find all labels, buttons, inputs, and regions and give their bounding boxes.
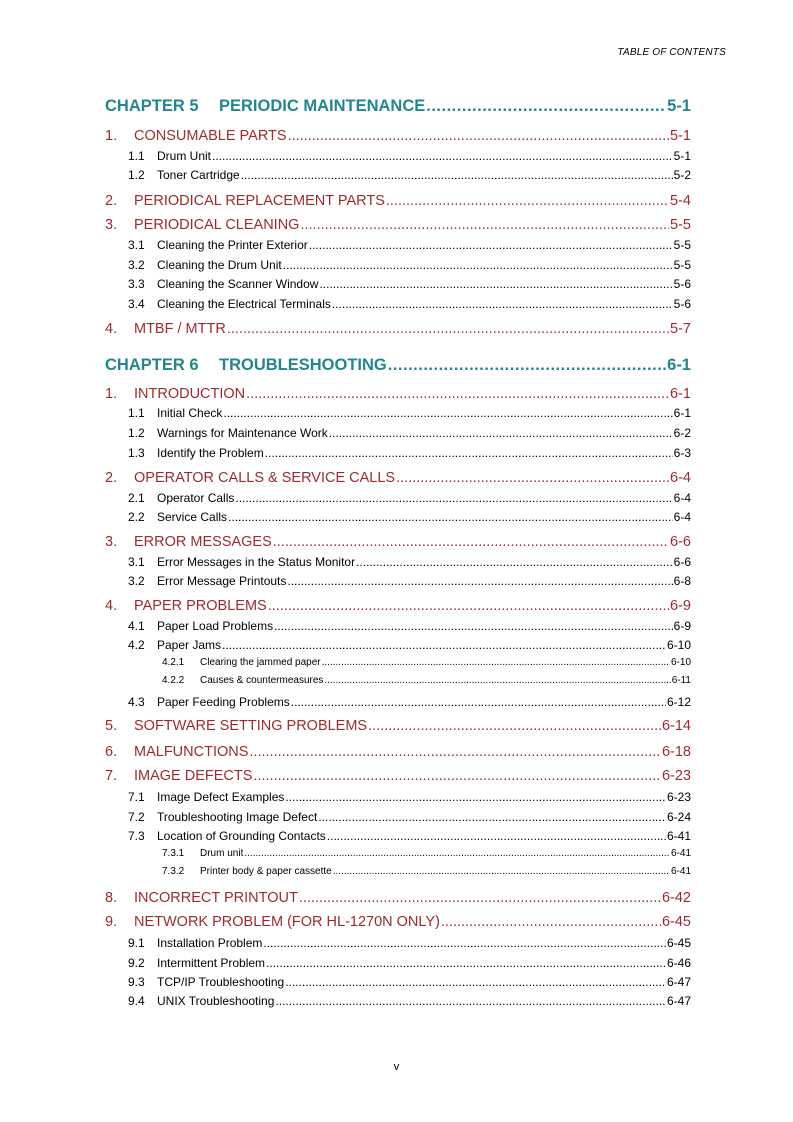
toc-dot-leader — [212, 149, 673, 163]
toc-entry-number: 3.2 — [128, 574, 145, 588]
toc-entry-page: 6-47 — [666, 994, 691, 1008]
toc-entry-number: 1. — [105, 128, 118, 144]
toc-entry-page: 6-1 — [673, 406, 691, 420]
toc-entry-number: 7.3 — [128, 829, 145, 843]
toc-dot-leader — [235, 491, 672, 505]
toc-entry-number: 3.3 — [128, 277, 145, 291]
toc-entry-number: 2.1 — [128, 491, 145, 505]
toc-entry-page: 6-4 — [670, 470, 691, 486]
toc-dot-leader — [222, 638, 666, 652]
toc-entry-number: 1.1 — [128, 149, 145, 163]
toc-entry-title: Causes & countermeasures — [200, 675, 324, 686]
toc-subsection — [105, 491, 691, 505]
toc-subsection — [105, 555, 691, 569]
toc-dot-leader — [285, 975, 666, 989]
toc-dot-leader — [356, 555, 673, 569]
toc-dot-leader — [368, 718, 661, 735]
toc-entry-title: Initial Check — [157, 406, 223, 420]
toc-entry-title: Cleaning the Drum Unit — [157, 258, 282, 272]
toc-dot-leader — [285, 790, 666, 804]
toc-subsection — [105, 510, 691, 524]
toc-entry-title: Error Messages in the Status Monitor — [157, 555, 356, 569]
toc-entry-title: TROUBLESHOOTING — [219, 356, 387, 374]
toc-entry-title: Identify the Problem — [157, 446, 264, 460]
toc-entry-number: CHAPTER 6 — [105, 356, 199, 374]
toc-entry-number: 7.1 — [128, 790, 145, 804]
toc-section — [105, 914, 691, 931]
toc-dot-leader — [249, 744, 661, 761]
toc-entry-number: 3.1 — [128, 555, 145, 569]
toc-entry-page: 6-24 — [666, 810, 691, 824]
toc-dot-leader — [223, 406, 672, 420]
toc-entry-title: Operator Calls — [157, 491, 235, 505]
toc-entry-title: Warnings for Maintenance Work — [157, 426, 328, 440]
toc-dot-leader — [266, 956, 666, 970]
toc-entry-page: 6-12 — [666, 695, 691, 709]
toc-entry-page: 6-47 — [666, 975, 691, 989]
toc-entry-number: 4. — [105, 321, 118, 337]
toc-entry-page: 6-45 — [666, 936, 691, 950]
toc-entry-title: MTBF / MTTR — [134, 321, 226, 337]
toc-dot-leader — [273, 534, 669, 551]
toc-entry-number: 7.3.2 — [162, 866, 185, 877]
toc-entry-number: CHAPTER 5 — [105, 97, 199, 115]
toc-entry-page: 6-4 — [673, 510, 691, 524]
toc-entry-page: 5-1 — [670, 128, 691, 144]
toc-entry-page: 6-14 — [661, 718, 691, 734]
toc-entry-number: 9.4 — [128, 994, 145, 1008]
page-number: v — [393, 1061, 400, 1073]
toc-entry-page: 6-23 — [661, 768, 691, 784]
toc-entry-title: INTRODUCTION — [134, 386, 246, 402]
toc-entry-number: 2.2 — [128, 510, 145, 524]
toc-subsection — [105, 936, 691, 950]
toc-dot-leader — [253, 768, 661, 785]
toc-entry-page: 6-6 — [673, 555, 691, 569]
toc-dot-leader — [388, 355, 666, 375]
toc-entry-page: 5-5 — [673, 258, 691, 272]
toc-entry-page: 6-18 — [661, 744, 691, 760]
toc-entry-title: INCORRECT PRINTOUT — [134, 890, 298, 906]
toc-subsection — [105, 975, 691, 989]
toc-entry-page: 6-9 — [673, 619, 691, 633]
toc-subsubsection — [105, 657, 691, 669]
toc-entry-title: UNIX Troubleshooting — [157, 994, 275, 1008]
toc-entry-number: 1.3 — [128, 446, 145, 460]
toc-section — [105, 890, 691, 907]
toc-entry-title: Drum unit — [200, 848, 244, 859]
toc-subsection — [105, 258, 691, 272]
toc-section — [105, 598, 691, 615]
toc-entry-title: Cleaning the Electrical Terminals — [157, 297, 331, 311]
toc-entry-title: Paper Jams — [157, 638, 222, 652]
toc-entry-page: 6-41 — [666, 829, 691, 843]
toc-subsubsection — [105, 675, 691, 687]
toc-entry-number: 3. — [105, 534, 118, 550]
toc-entry-page: 6-41 — [670, 866, 691, 877]
toc-section — [105, 534, 691, 551]
toc-entry-title: Location of Grounding Contacts — [157, 829, 326, 843]
toc-subsection — [105, 426, 691, 440]
toc-dot-leader — [244, 848, 670, 860]
toc-subsubsection — [105, 866, 691, 878]
toc-entry-title: ERROR MESSAGES — [134, 534, 272, 550]
toc-entry-title: Image Defect Examples — [157, 790, 285, 804]
toc-entry-title: Installation Problem — [157, 936, 263, 950]
toc-dot-leader — [265, 446, 673, 460]
toc-subsection — [105, 994, 691, 1008]
toc-dot-leader — [396, 470, 669, 487]
toc-entry-number: 5. — [105, 718, 118, 734]
toc-dot-leader — [300, 217, 669, 234]
toc-entry-title: Service Calls — [157, 510, 228, 524]
toc-entry-number: 7. — [105, 768, 118, 784]
toc-entry-number: 9.1 — [128, 936, 145, 950]
toc-dot-leader — [324, 675, 670, 687]
toc-section — [105, 768, 691, 785]
toc-subsection — [105, 810, 691, 824]
toc-dot-leader — [241, 168, 673, 182]
toc-entry-page: 6-45 — [661, 914, 691, 930]
toc-entry-title: Error Message Printouts — [157, 574, 287, 588]
toc-entry-page: 5-7 — [670, 321, 691, 337]
running-header: TABLE OF CONTENTS — [617, 47, 726, 58]
toc-entry-number: 4. — [105, 598, 118, 614]
toc-entry-page: 6-23 — [666, 790, 691, 804]
toc-entry-title: TCP/IP Troubleshooting — [157, 975, 285, 989]
toc-entry-page: 5-1 — [667, 97, 691, 115]
toc-entry-number: 4.2.1 — [162, 657, 185, 668]
toc-section — [105, 128, 691, 145]
toc-dot-leader — [291, 695, 666, 709]
toc-dot-leader — [441, 914, 661, 931]
toc-dot-leader — [288, 128, 669, 145]
toc-entry-number: 4.2 — [128, 638, 145, 652]
toc-entry-page: 6-8 — [673, 574, 691, 588]
toc-dot-leader — [386, 193, 669, 210]
toc-entry-title: Paper Feeding Problems — [157, 695, 290, 709]
toc-entry-page: 6-6 — [670, 534, 691, 550]
toc-dot-leader — [274, 619, 673, 633]
toc-subsection — [105, 829, 691, 843]
toc-dot-leader — [287, 574, 672, 588]
toc-entry-number: 9.2 — [128, 956, 145, 970]
toc-entry-title: CONSUMABLE PARTS — [134, 128, 287, 144]
toc-dot-leader — [333, 866, 670, 878]
toc-entry-number: 3. — [105, 217, 118, 233]
toc-section — [105, 193, 691, 210]
toc-subsection — [105, 277, 691, 291]
toc-chapter — [105, 96, 691, 116]
toc-entry-page: 6-10 — [666, 638, 691, 652]
toc-dot-leader — [227, 321, 669, 338]
toc-entry-number: 1.1 — [128, 406, 145, 420]
toc-entry-title: PAPER PROBLEMS — [134, 598, 267, 614]
toc-dot-leader — [332, 297, 673, 311]
toc-section — [105, 217, 691, 234]
toc-subsection — [105, 790, 691, 804]
toc-entry-page: 6-4 — [673, 491, 691, 505]
toc-dot-leader — [329, 426, 673, 440]
toc-entry-title: MALFUNCTIONS — [134, 744, 249, 760]
toc-entry-number: 1. — [105, 386, 118, 402]
toc-section — [105, 470, 691, 487]
toc-dot-leader — [322, 657, 670, 669]
toc-dot-leader — [327, 829, 666, 843]
toc-dot-leader — [228, 510, 673, 524]
toc-entry-number: 1.2 — [128, 426, 145, 440]
toc-dot-leader — [309, 238, 673, 252]
toc-entry-title: Toner Cartridge — [157, 168, 240, 182]
toc-subsection — [105, 406, 691, 420]
toc-subsection — [105, 297, 691, 311]
toc-entry-page: 6-9 — [670, 598, 691, 614]
toc-entry-title: OPERATOR CALLS & SERVICE CALLS — [134, 470, 396, 486]
toc-entry-page: 5-2 — [673, 168, 691, 182]
toc-entry-page: 5-5 — [670, 217, 691, 233]
toc-entry-number: 4.2.2 — [162, 675, 185, 686]
toc-entry-title: IMAGE DEFECTS — [134, 768, 253, 784]
toc-dot-leader — [275, 994, 666, 1008]
toc-entry-title: Cleaning the Scanner Window — [157, 277, 319, 291]
toc-entry-page: 6-11 — [671, 675, 691, 686]
toc-entry-page: 5-5 — [673, 238, 691, 252]
toc-entry-title: PERIODICAL REPLACEMENT PARTS — [134, 193, 385, 209]
toc-entry-title: NETWORK PROBLEM (FOR HL-1270N ONLY) — [134, 914, 440, 930]
toc-subsection — [105, 638, 691, 652]
toc-entry-page: 6-10 — [670, 657, 691, 668]
toc-entry-title: Troubleshooting Image Defect — [157, 810, 318, 824]
toc-entry-number: 7.3.1 — [162, 848, 185, 859]
toc-entry-page: 6-1 — [670, 386, 691, 402]
toc-dot-leader — [318, 810, 666, 824]
toc-entry-page: 6-3 — [673, 446, 691, 460]
toc-entry-title: Clearing the jammed paper — [200, 657, 321, 668]
toc-subsection — [105, 446, 691, 460]
toc-dot-leader — [299, 890, 661, 907]
toc-chapter — [105, 355, 691, 375]
toc-entry-number: 1.2 — [128, 168, 145, 182]
toc-entry-title: Intermittent Problem — [157, 956, 266, 970]
toc-entry-number: 6. — [105, 744, 118, 760]
toc-entry-number: 9.3 — [128, 975, 145, 989]
toc-entry-title: Printer body & paper cassette — [200, 866, 332, 877]
toc-entry-page: 6-2 — [673, 426, 691, 440]
toc-entry-title: Drum Unit — [157, 149, 212, 163]
toc-entry-title: PERIODIC MAINTENANCE — [219, 97, 426, 115]
toc-subsection — [105, 168, 691, 182]
toc-entry-page: 6-41 — [670, 848, 691, 859]
toc-entry-title: Cleaning the Printer Exterior — [157, 238, 308, 252]
toc-section — [105, 744, 691, 761]
toc-entry-number: 4.1 — [128, 619, 145, 633]
toc-entry-page: 5-6 — [673, 277, 691, 291]
toc-section — [105, 718, 691, 735]
toc-entry-number: 3.1 — [128, 238, 145, 252]
toc-dot-leader — [268, 598, 669, 615]
toc-subsubsection — [105, 848, 691, 860]
toc-entry-page: 5-6 — [673, 297, 691, 311]
toc-entry-number: 9. — [105, 914, 118, 930]
toc-subsection — [105, 619, 691, 633]
toc-dot-leader — [319, 277, 672, 291]
toc-entry-number: 3.4 — [128, 297, 145, 311]
toc-entry-title: SOFTWARE SETTING PROBLEMS — [134, 718, 368, 734]
toc-entry-number: 3.2 — [128, 258, 145, 272]
toc-entry-page: 6-42 — [661, 890, 691, 906]
toc-entry-number: 8. — [105, 890, 118, 906]
toc-entry-page: 5-4 — [670, 193, 691, 209]
toc-subsection — [105, 149, 691, 163]
toc-dot-leader — [283, 258, 673, 272]
toc-entry-number: 2. — [105, 470, 118, 486]
toc-dot-leader — [426, 96, 666, 116]
toc-dot-leader — [263, 936, 666, 950]
toc-section — [105, 386, 691, 403]
toc-section — [105, 321, 691, 338]
toc-entry-number: 4.3 — [128, 695, 145, 709]
toc-subsection — [105, 956, 691, 970]
toc-subsection — [105, 695, 691, 709]
toc-entry-title: Paper Load Problems — [157, 619, 274, 633]
toc-entry-page: 5-1 — [673, 149, 691, 163]
toc-entry-title: PERIODICAL CLEANING — [134, 217, 300, 233]
toc-entry-page: 6-1 — [667, 356, 691, 374]
toc-subsection — [105, 238, 691, 252]
toc-entry-page: 6-46 — [666, 956, 691, 970]
toc-entry-number: 2. — [105, 193, 118, 209]
toc-subsection — [105, 574, 691, 588]
toc-dot-leader — [246, 386, 669, 403]
toc-entry-number: 7.2 — [128, 810, 145, 824]
